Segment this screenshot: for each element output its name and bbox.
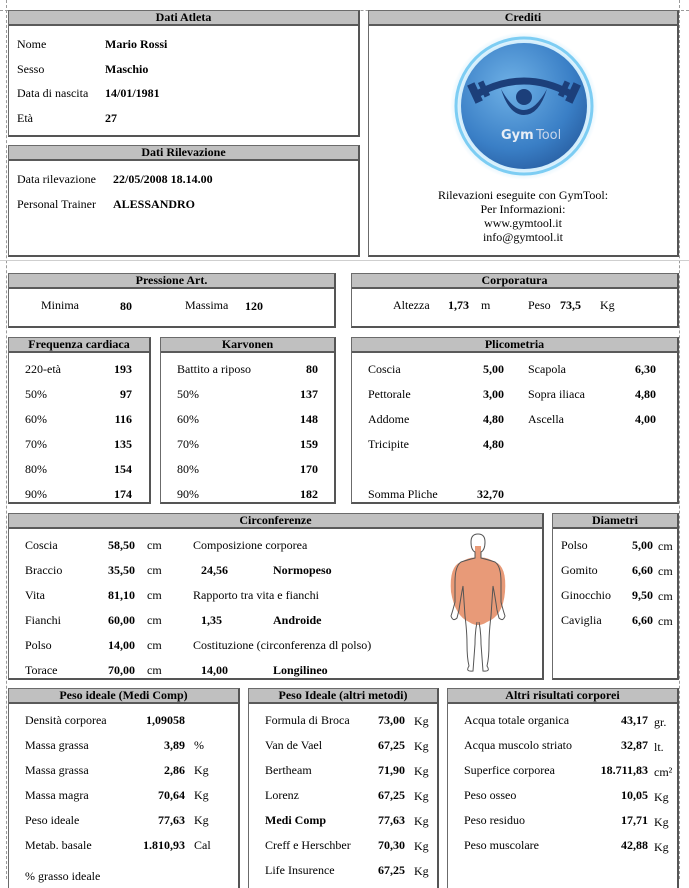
circonferenze-label: Fianchi [25, 613, 61, 627]
peso-altri-label: Life Insurence [265, 863, 335, 877]
peso-medi-value: 70,64 [158, 788, 185, 802]
frequenza-value: 116 [114, 412, 132, 426]
circonferenze-unit: cm [147, 588, 162, 602]
altri-risultati-label: Acqua muscolo striato [464, 738, 572, 752]
peso-altri-label: Van de Vael [265, 738, 323, 752]
peso-medi-value: 3,89 [164, 738, 185, 752]
peso-altri-unit: Kg [414, 739, 429, 753]
peso-altri-unit: Kg [414, 789, 429, 803]
frequenza-panel [8, 337, 151, 504]
diametri-value: 6,60 [632, 563, 653, 577]
diametri-panel [552, 513, 679, 680]
pressione-minima-value: 80 [120, 299, 132, 313]
frequenza-value: 135 [114, 437, 132, 451]
diametri-value: 5,00 [632, 538, 653, 552]
plicometria-value: 4,00 [635, 412, 656, 426]
frequenza-label: 60% [25, 412, 47, 426]
nome-value: Mario Rossi [105, 37, 168, 51]
pressione-massima-value: 120 [245, 299, 263, 313]
circonferenze-value: 70,00 [108, 663, 135, 677]
frequenza-value: 193 [114, 362, 132, 376]
peso-altri-unit: Kg [414, 814, 429, 828]
gymtool-logo [449, 31, 599, 181]
peso-altri-unit: Kg [414, 864, 429, 878]
peso-medi-value: 1.810,93 [143, 838, 185, 852]
page-margin-left [6, 0, 7, 879]
pressione-title: Pressione Art. [9, 274, 334, 289]
altri-risultati-title: Altri risultati corporei [448, 689, 677, 704]
plicometria-label: Scapola [528, 362, 566, 376]
diametri-unit: cm [658, 564, 673, 578]
rapporto-value: 1,35 [201, 613, 222, 627]
altri-risultati-label: Peso residuo [464, 813, 525, 827]
peso-medi-label: Metab. basale [25, 838, 92, 852]
plicometria-label: Pettorale [368, 387, 411, 401]
circonferenze-value: 60,00 [108, 613, 135, 627]
peso-altri-value: 73,00 [378, 713, 405, 727]
altri-risultati-value: 43,17 [621, 713, 648, 727]
karvonen-label: 50% [177, 387, 199, 401]
altezza-label: Altezza [393, 298, 430, 312]
altri-risultati-value: 10,05 [621, 788, 648, 802]
peso-medi-label: Densità corporea [25, 713, 107, 727]
peso-altri-value: 77,63 [378, 813, 405, 827]
plicometria-label: Ascella [528, 412, 564, 426]
body-shape-figure [447, 532, 509, 674]
altri-risultati-value: 42,88 [621, 838, 648, 852]
circonferenze-label: Polso [25, 638, 52, 652]
rapporto-result: Androide [273, 613, 322, 627]
circonferenze-value: 58,50 [108, 538, 135, 552]
section-separator [0, 260, 689, 261]
pressione-massima-label: Massima [185, 298, 229, 312]
peso-altri-label: Creff e Herschber [265, 838, 351, 852]
peso-altri-unit: Kg [414, 764, 429, 778]
peso-altri-value: 67,25 [378, 788, 405, 802]
altezza-value: 1,73 [448, 298, 469, 312]
plicometria-value: 4,80 [483, 437, 504, 451]
plicometria-label: Coscia [368, 362, 401, 376]
corporatura-title: Corporatura [352, 274, 677, 289]
altri-risultati-label: Superfice corporea [464, 763, 555, 777]
peso-medi-label: Massa grassa [25, 763, 89, 777]
karvonen-label: 60% [177, 412, 199, 426]
circonferenze-value: 14,00 [108, 638, 135, 652]
diametri-label: Ginocchio [561, 588, 611, 602]
peso-altri-value: 70,30 [378, 838, 405, 852]
plicometria-value: 3,00 [483, 387, 504, 401]
karvonen-label: Battito a riposo [177, 362, 251, 376]
diametri-value: 6,60 [632, 613, 653, 627]
altri-risultati-unit: lt. [654, 740, 664, 754]
plicometria-label: Addome [368, 412, 410, 426]
svg-text:Tool: Tool [536, 128, 562, 143]
diametri-label: Polso [561, 538, 588, 552]
karvonen-value: 148 [300, 412, 318, 426]
diametri-unit: cm [658, 614, 673, 628]
peso-medi-label: % grasso ideale [25, 869, 101, 883]
diametri-value: 9,50 [632, 588, 653, 602]
plicometria-value: 4,80 [483, 412, 504, 426]
dati-rilevazione-title: Dati Rilevazione [9, 146, 358, 161]
karvonen-label: 90% [177, 487, 199, 501]
karvonen-value: 170 [300, 462, 318, 476]
peso-altri-value: 67,25 [378, 738, 405, 752]
data-nascita-value: 14/01/1981 [105, 86, 160, 100]
peso-altri-panel [248, 688, 439, 888]
peso-unit: Kg [600, 298, 615, 312]
sesso-value: Maschio [105, 62, 149, 76]
frequenza-label: 80% [25, 462, 47, 476]
body-apple-shape-icon [447, 532, 509, 674]
peso-medi-label: Massa grassa [25, 738, 89, 752]
plicometria-value: 6,30 [635, 362, 656, 376]
peso-medi-unit: Kg [194, 813, 209, 827]
frequenza-title: Frequenza cardiaca [9, 338, 149, 353]
altri-risultati-unit: gr. [654, 715, 667, 729]
costituzione-value: 14,00 [201, 663, 228, 677]
peso-medi-unit: Kg [194, 763, 209, 777]
frequenza-label: 220-età [25, 362, 61, 376]
circonferenze-title: Circonferenze [9, 514, 542, 529]
circonferenze-unit: cm [147, 663, 162, 677]
peso-altri-label: Bertheam [265, 763, 312, 777]
costituzione-result: Longilineo [273, 663, 328, 677]
karvonen-value: 159 [300, 437, 318, 451]
altri-risultati-label: Acqua totale organica [464, 713, 570, 727]
crediti-title: Crediti [369, 11, 677, 26]
svg-text:Gym: Gym [501, 128, 534, 143]
peso-medi-title: Peso ideale (Medi Comp) [9, 689, 238, 704]
eta-label: Età [17, 111, 33, 125]
dati-atleta-panel [8, 10, 360, 137]
dati-rilevazione-panel [8, 145, 360, 257]
personal-trainer-value: ALESSANDRO [113, 197, 196, 211]
peso-medi-value: 1,09058 [146, 713, 185, 727]
plicometria-value: 5,00 [483, 362, 504, 376]
diametri-label: Gomito [561, 563, 598, 577]
karvonen-value: 80 [306, 362, 318, 376]
peso-altri-value: 71,90 [378, 763, 405, 777]
diametri-unit: cm [658, 589, 673, 603]
peso-medi-label: Massa magra [25, 788, 89, 802]
altri-risultati-unit: Kg [654, 790, 669, 804]
altri-risultati-label: Peso osseo [464, 788, 517, 802]
frequenza-label: 50% [25, 387, 47, 401]
altri-risultati-value: 17,71 [621, 813, 648, 827]
peso-medi-unit: % [194, 738, 204, 752]
circonferenze-label: Torace [25, 663, 58, 677]
circonferenze-unit: cm [147, 563, 162, 577]
circonferenze-unit: cm [147, 613, 162, 627]
crediti-line-1: Rilevazioni eseguite con GymTool: [437, 188, 609, 202]
crediti-email-link[interactable]: info@gymtool.it [482, 230, 564, 244]
somma-pliche-label: Somma Pliche [368, 487, 438, 501]
circonferenze-value: 81,10 [108, 588, 135, 602]
composizione-label: Composizione corporea [193, 538, 308, 552]
peso-altri-label: Formula di Broca [265, 713, 350, 727]
karvonen-title: Karvonen [161, 338, 334, 353]
data-rilevazione-label: Data rilevazione [17, 172, 96, 186]
peso-medi-label: Peso ideale [25, 813, 80, 827]
peso-altri-label-highlight: Medi Comp [265, 813, 326, 827]
data-rilevazione-value: 22/05/2008 18.14.00 [113, 172, 213, 186]
nome-label: Nome [17, 37, 47, 51]
personal-trainer-label: Personal Trainer [17, 197, 96, 211]
frequenza-value: 174 [114, 487, 132, 501]
karvonen-value: 182 [300, 487, 318, 501]
plicometria-title: Plicometria [352, 338, 677, 353]
peso-altri-unit: Kg [414, 839, 429, 853]
diametri-unit: cm [658, 539, 673, 553]
karvonen-panel [160, 337, 336, 504]
altri-risultati-unit: Kg [654, 840, 669, 854]
peso-altri-unit: Kg [414, 714, 429, 728]
peso-altri-label: Lorenz [265, 788, 299, 802]
frequenza-label: 90% [25, 487, 47, 501]
altri-risultati-value: 32,87 [621, 738, 648, 752]
circonferenze-panel [8, 513, 544, 680]
peso-label: Peso [528, 298, 551, 312]
sesso-label: Sesso [17, 62, 45, 76]
composizione-value: 24,56 [201, 563, 228, 577]
eta-value: 27 [105, 111, 117, 125]
frequenza-value: 97 [120, 387, 132, 401]
plicometria-value: 4,80 [635, 387, 656, 401]
altri-risultati-panel [447, 688, 679, 888]
plicometria-label: Tricipite [368, 437, 409, 451]
pressione-minima-label: Minima [41, 298, 79, 312]
karvonen-value: 137 [300, 387, 318, 401]
altezza-unit: m [481, 298, 491, 312]
karvonen-label: 70% [177, 437, 199, 451]
circonferenze-label: Braccio [25, 563, 63, 577]
corporatura-panel [351, 273, 679, 328]
pressione-panel [8, 273, 336, 328]
diametri-title: Diametri [553, 514, 677, 529]
altri-risultati-value: 18.711,83 [600, 763, 648, 777]
altri-risultati-label: Peso muscolare [464, 838, 539, 852]
page-margin-right [679, 0, 680, 879]
composizione-result: Normopeso [273, 563, 332, 577]
peso-altri-title: Peso Ideale (altri metodi) [249, 689, 437, 704]
peso-medi-value: 2,86 [164, 763, 185, 777]
crediti-panel [368, 10, 679, 257]
data-nascita-label: Data di nascita [17, 86, 89, 100]
plicometria-panel [351, 337, 679, 504]
altri-risultati-unit: Kg [654, 815, 669, 829]
circonferenze-label: Coscia [25, 538, 58, 552]
peso-value: 73,5 [560, 298, 581, 312]
peso-altri-value: 67,25 [378, 863, 405, 877]
circonferenze-label: Vita [25, 588, 45, 602]
frequenza-value: 154 [114, 462, 132, 476]
diametri-label: Caviglia [561, 613, 602, 627]
frequenza-label: 70% [25, 437, 47, 451]
dati-atleta-title: Dati Atleta [9, 11, 358, 26]
rapporto-label: Rapporto tra vita e fianchi [193, 588, 319, 602]
circonferenze-unit: cm [147, 638, 162, 652]
plicometria-label: Sopra iliaca [528, 387, 585, 401]
crediti-website-link[interactable]: www.gymtool.it [484, 216, 562, 230]
crediti-line-2: Per Informazioni: [480, 202, 566, 216]
gymtool-logo-icon [449, 31, 599, 181]
costituzione-label: Costituzione (circonferenza dl polso) [193, 638, 372, 652]
circonferenze-value: 35,50 [108, 563, 135, 577]
karvonen-label: 80% [177, 462, 199, 476]
peso-medi-value: 77,63 [158, 813, 185, 827]
somma-pliche-value: 32,70 [477, 487, 504, 501]
circonferenze-unit: cm [147, 538, 162, 552]
altri-risultati-unit: cm² [654, 765, 673, 779]
peso-medi-unit: Cal [194, 838, 211, 852]
peso-medi-panel [8, 688, 240, 888]
peso-medi-unit: Kg [194, 788, 209, 802]
